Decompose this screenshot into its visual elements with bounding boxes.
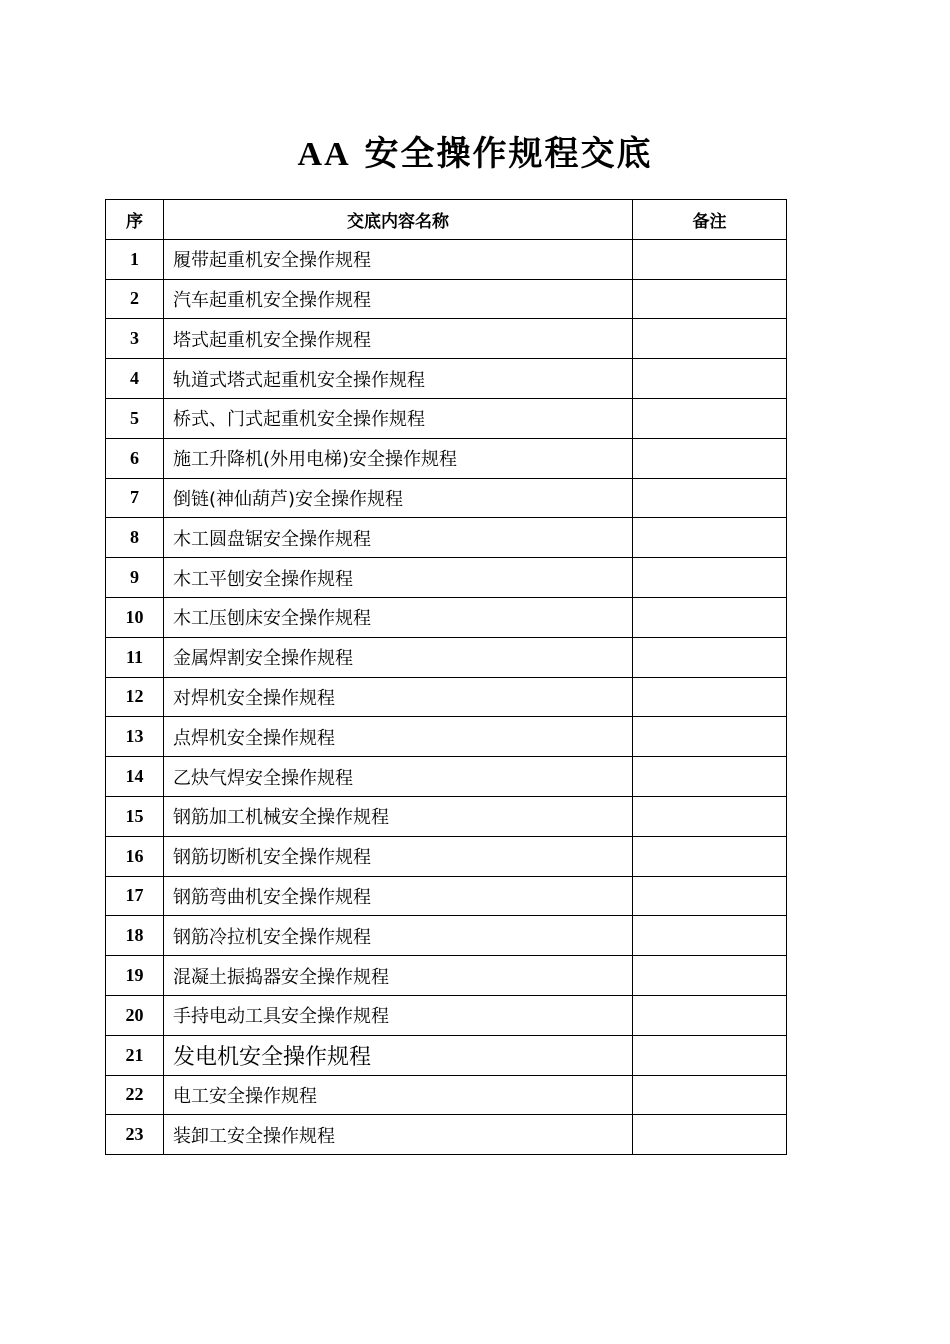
row-note: [633, 995, 787, 1035]
row-name: 钢筋冷拉机安全操作规程: [164, 916, 633, 956]
row-note: [633, 757, 787, 797]
table-row: [106, 478, 787, 518]
row-name: 电工安全操作规程: [164, 1075, 633, 1115]
row-seq: 6: [106, 438, 164, 478]
table-row: [106, 1035, 787, 1075]
row-seq: 21: [106, 1035, 164, 1075]
table-row: [106, 319, 787, 359]
row-name: 木工平刨安全操作规程: [164, 558, 633, 598]
row-seq: 8: [106, 518, 164, 558]
row-note: [633, 359, 787, 399]
row-seq: 3: [106, 319, 164, 359]
row-note: [633, 239, 787, 279]
table-row: [106, 637, 787, 677]
table-row: [106, 757, 787, 797]
row-seq: 4: [106, 359, 164, 399]
row-seq: 15: [106, 796, 164, 836]
row-note: [633, 1035, 787, 1075]
row-seq: 12: [106, 677, 164, 717]
table-row: [106, 916, 787, 956]
row-note: [633, 717, 787, 757]
row-name: 木工圆盘锯安全操作规程: [164, 518, 633, 558]
row-name: 乙炔气焊安全操作规程: [164, 757, 633, 797]
page-title-main: 安全操作规程交底: [364, 134, 653, 174]
row-name: 点焊机安全操作规程: [164, 717, 633, 757]
row-note: [633, 478, 787, 518]
table-row: [106, 597, 787, 637]
table-row: [106, 359, 787, 399]
row-seq: 18: [106, 916, 164, 956]
row-note: [633, 876, 787, 916]
row-seq: 9: [106, 558, 164, 598]
row-name: 履带起重机安全操作规程: [164, 239, 633, 279]
row-name: 塔式起重机安全操作规程: [164, 319, 633, 359]
row-note: [633, 836, 787, 876]
row-note: [633, 1115, 787, 1155]
row-seq: 7: [106, 478, 164, 518]
row-note: [633, 279, 787, 319]
row-note: [633, 916, 787, 956]
row-note: [633, 319, 787, 359]
row-note: [633, 597, 787, 637]
table-row: [106, 876, 787, 916]
row-note: [633, 1075, 787, 1115]
table-row: [106, 558, 787, 598]
row-name: 施工升降机(外用电梯)安全操作规程: [164, 438, 633, 478]
row-name: 金属焊割安全操作规程: [164, 637, 633, 677]
table-header-row: [106, 200, 787, 240]
table-row: [106, 279, 787, 319]
row-seq: 13: [106, 717, 164, 757]
table-row: [106, 796, 787, 836]
row-seq: 5: [106, 398, 164, 438]
procedure-table: [105, 199, 787, 1155]
row-note: [633, 438, 787, 478]
row-name: 对焊机安全操作规程: [164, 677, 633, 717]
row-name: 木工压刨床安全操作规程: [164, 597, 633, 637]
row-seq: 1: [106, 239, 164, 279]
table-row: [106, 1075, 787, 1115]
row-seq: 16: [106, 836, 164, 876]
table-row: [106, 677, 787, 717]
row-seq: 19: [106, 956, 164, 996]
header-name: 交底内容名称: [164, 200, 633, 240]
table-row: [106, 956, 787, 996]
header-note: 备注: [633, 200, 787, 240]
table-row: [106, 1115, 787, 1155]
row-name: 倒链(神仙葫芦)安全操作规程: [164, 478, 633, 518]
table-row: [106, 995, 787, 1035]
table-row: [106, 438, 787, 478]
row-seq: 14: [106, 757, 164, 797]
row-note: [633, 637, 787, 677]
row-seq: 11: [106, 637, 164, 677]
row-seq: 23: [106, 1115, 164, 1155]
row-name: 汽车起重机安全操作规程: [164, 279, 633, 319]
table-row: [106, 717, 787, 757]
table-row: [106, 518, 787, 558]
row-seq: 2: [106, 279, 164, 319]
row-seq: 17: [106, 876, 164, 916]
row-note: [633, 398, 787, 438]
row-name: 钢筋加工机械安全操作规程: [164, 796, 633, 836]
row-note: [633, 677, 787, 717]
row-seq: 10: [106, 597, 164, 637]
row-note: [633, 956, 787, 996]
row-name: 钢筋弯曲机安全操作规程: [164, 876, 633, 916]
row-name: 桥式、门式起重机安全操作规程: [164, 398, 633, 438]
page-title: [0, 126, 950, 175]
row-name: 混凝土振捣器安全操作规程: [164, 956, 633, 996]
row-name: 装卸工安全操作规程: [164, 1115, 633, 1155]
row-name: 轨道式塔式起重机安全操作规程: [164, 359, 633, 399]
table-row: [106, 398, 787, 438]
row-note: [633, 518, 787, 558]
page-title-prefix: AA: [297, 136, 351, 173]
row-seq: 20: [106, 995, 164, 1035]
row-note: [633, 558, 787, 598]
table-row: [106, 836, 787, 876]
row-seq: 22: [106, 1075, 164, 1115]
table-row: [106, 239, 787, 279]
row-name: 钢筋切断机安全操作规程: [164, 836, 633, 876]
header-seq: 序: [106, 200, 164, 240]
row-name: 手持电动工具安全操作规程: [164, 995, 633, 1035]
row-name: 发电机安全操作规程: [164, 1035, 633, 1075]
row-note: [633, 796, 787, 836]
